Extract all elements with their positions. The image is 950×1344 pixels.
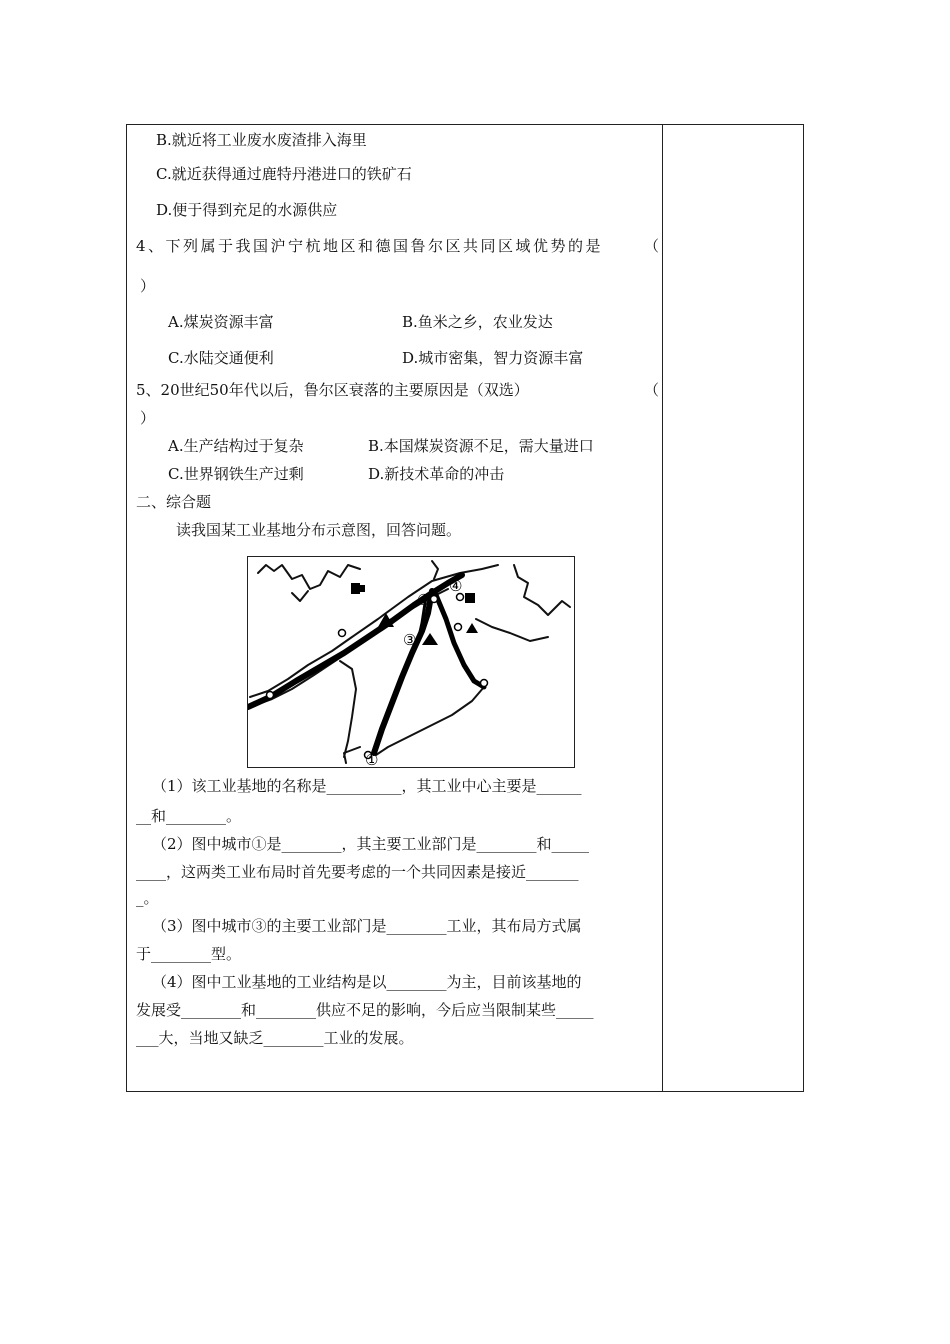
subq1-line1: （1）该工业基地的名称是__________，其工业中心主要是______ bbox=[152, 777, 582, 795]
section-title: 二、综合题 bbox=[136, 493, 212, 511]
q5-option-b: B.本国煤炭资源不足，需大量进口 bbox=[368, 437, 594, 455]
subq4-line1: （4）图中工业基地的工业结构是以________为主，目前该基地的 bbox=[152, 973, 582, 991]
map-label-city-4: ④ bbox=[449, 577, 463, 595]
subq2-line2: ____，这两类工业布局时首先要考虑的一个共同因素是接近_______ bbox=[136, 863, 579, 881]
q4-stem: 4、下列属于我国沪宁杭地区和德国鲁尔区共同区域优势的是 bbox=[136, 237, 604, 255]
q3-option-c: C.就近获得通过鹿特丹港进口的铁矿石 bbox=[156, 165, 412, 183]
city-dot-1 bbox=[339, 630, 346, 637]
column-divider bbox=[662, 124, 663, 1092]
subq1-line2: __和________。 bbox=[136, 807, 242, 825]
industry-square-symbol-1 bbox=[351, 583, 360, 594]
city-dot-5 bbox=[481, 680, 488, 687]
q5-paren-close: ） bbox=[140, 409, 156, 427]
section-intro: 读我国某工业基地分布示意图，回答问题。 bbox=[176, 521, 462, 539]
industrial-base-map bbox=[247, 556, 575, 768]
subq3-line2: 于________型。 bbox=[136, 945, 242, 963]
q5-paren-open: （ bbox=[644, 381, 660, 399]
subq4-line2: 发展受________和________供应不足的影响，今后应当限制某些_____ bbox=[136, 1001, 594, 1019]
q4-option-b: B.鱼米之乡，农业发达 bbox=[402, 313, 553, 331]
industry-triangle-symbol-3 bbox=[422, 633, 438, 645]
industry-square-symbol-2 bbox=[465, 593, 475, 603]
q5-stem: 5、20世纪50年代以后，鲁尔区衰落的主要原因是（双选） bbox=[136, 381, 529, 399]
q4-option-d: D.城市密集，智力资源丰富 bbox=[402, 349, 584, 367]
q5-option-d: D.新技术革命的冲击 bbox=[368, 465, 505, 483]
q3-option-d: D.便于得到充足的水源供应 bbox=[156, 201, 338, 219]
subq4-line3: ___大，当地又缺乏________工业的发展。 bbox=[136, 1029, 414, 1047]
map-drawing bbox=[248, 557, 573, 766]
subq3-line1: （3）图中城市③的主要工业部门是________工业，其布局方式属 bbox=[152, 917, 582, 935]
map-label-city-1: ① bbox=[365, 751, 379, 766]
subq2-line3: _。 bbox=[136, 889, 159, 907]
city-dot-4 bbox=[455, 624, 462, 631]
industry-triangle-symbol-2 bbox=[466, 623, 478, 633]
q3-option-b: B.就近将工业废水废渣排入海里 bbox=[156, 131, 367, 149]
subq2-line1: （2）图中城市①是________，其主要工业部门是________和_____ bbox=[152, 835, 590, 853]
map-label-city-3: ③ bbox=[403, 631, 417, 649]
q4-paren-open: （ bbox=[644, 237, 660, 255]
city-dot-2 bbox=[431, 596, 438, 603]
q5-option-a: A.生产结构过于复杂 bbox=[168, 437, 304, 455]
city-dot-6 bbox=[267, 692, 274, 699]
q4-paren-close: ） bbox=[140, 277, 156, 295]
q4-option-c: C.水陆交通便利 bbox=[168, 349, 274, 367]
q5-option-c: C.世界钢铁生产过剩 bbox=[168, 465, 304, 483]
map-label-city-2: ② bbox=[417, 591, 431, 609]
q4-option-a: A.煤炭资源丰富 bbox=[168, 313, 274, 331]
